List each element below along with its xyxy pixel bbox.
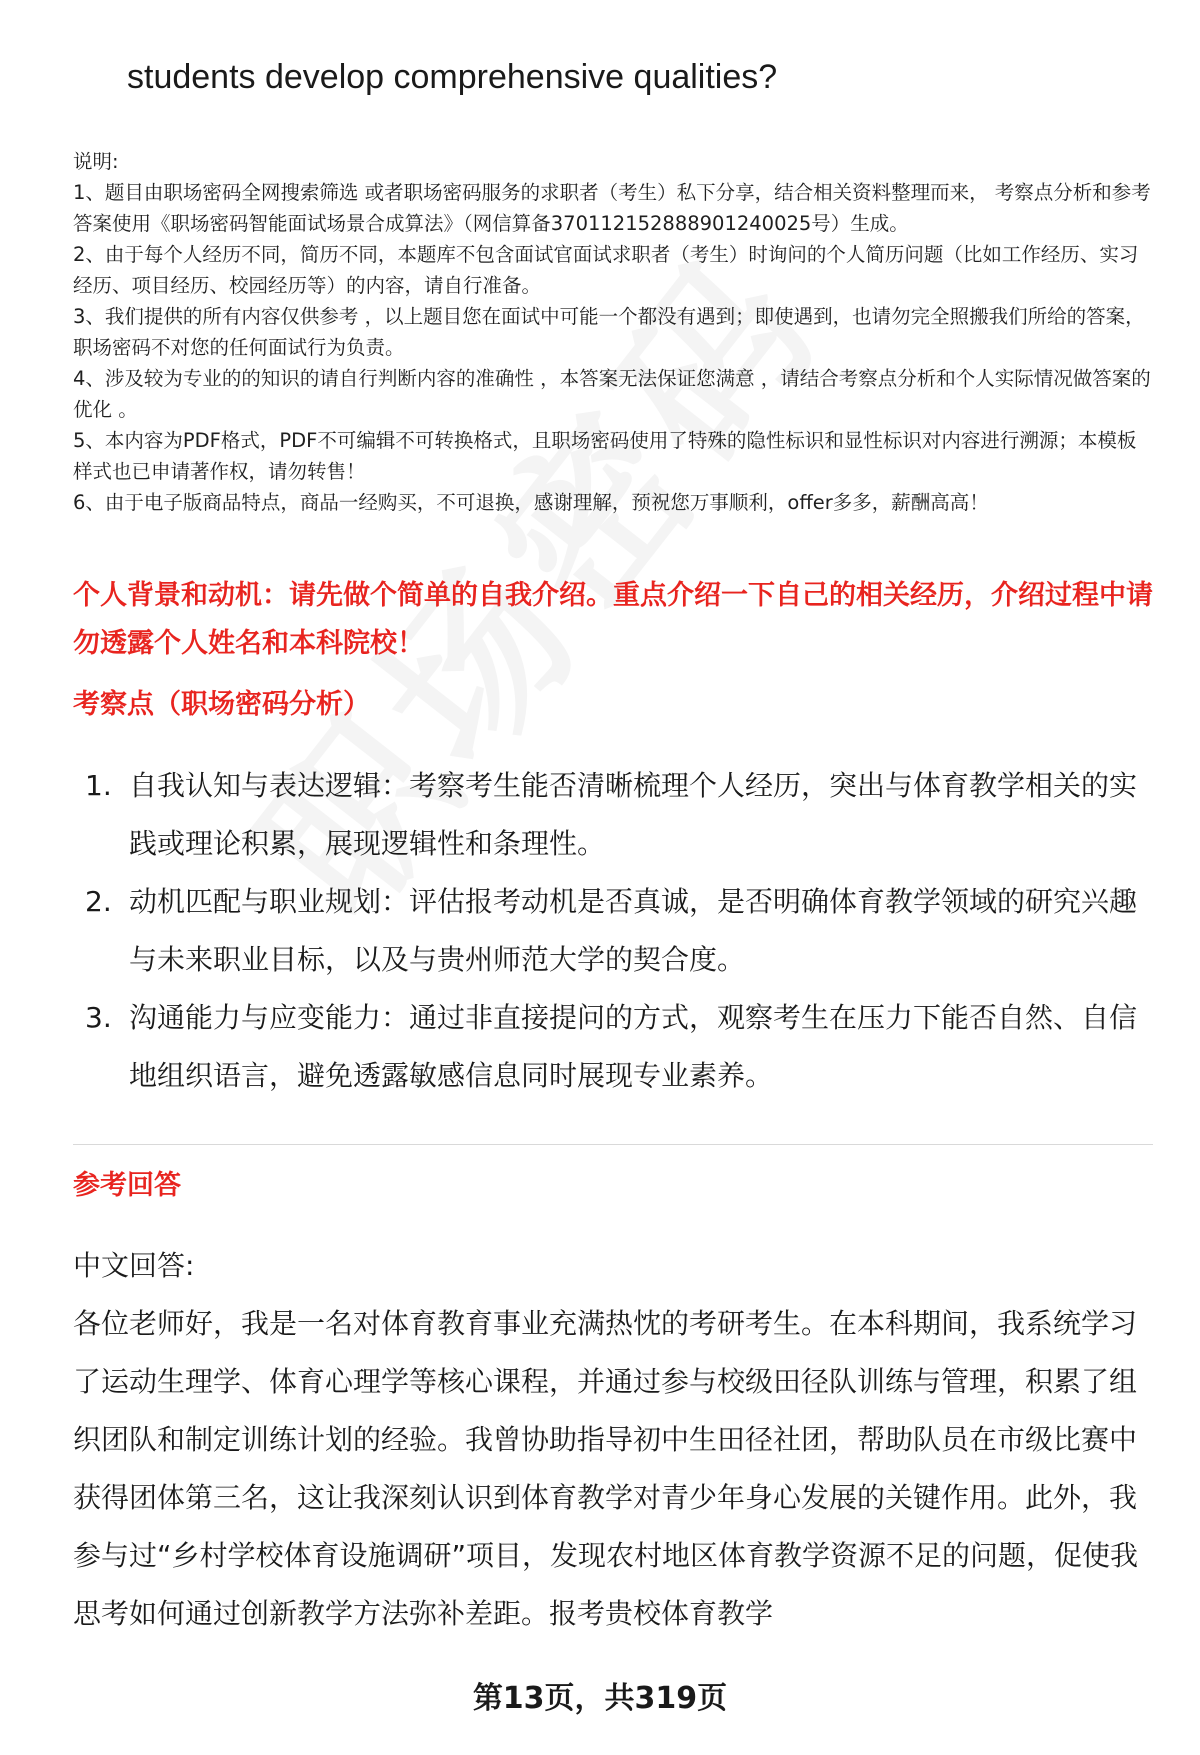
point-number: 1.: [85, 769, 112, 802]
note-item: 2、由于每个人经历不同，简历不同，本题库不包含面试官面试求职者（考生）时询问的个人简历问题（比如工作经历、实习经历、项目经历、校园经历等）的内容，请自行准备。: [73, 243, 1139, 297]
point-text: 动机匹配与职业规划：评估报考动机是否真诚，是否明确体育教学领域的研究兴趣与未来职业目标，以及与贵州师范大学的契合度。: [129, 885, 1138, 976]
analysis-point: [73, 989, 1163, 1105]
answer-title: 参考回答: [73, 1170, 181, 1201]
note-item: 4、涉及较为专业的的知识的请自行判断内容的准确性 ，本答案无法保证您满意 ，请结合考察点分析和个人实际情况做答案的优化 。: [73, 367, 1151, 421]
question-heading: 个人背景和动机：请先做个简单的自我介绍。重点介绍一下自己的相关经历，介绍过程中请勿透露个人姓名和本科院校！: [73, 580, 1153, 659]
analysis-title: 考察点（职场密码分析）: [73, 689, 370, 720]
point-number: 3.: [85, 1001, 112, 1034]
answer-subtitle: 中文回答:: [73, 1249, 195, 1282]
note-item: 3、我们提供的所有内容仅供参考 ，以上题目您在面试中可能一个都没有遇到；即使遇到，也请勿完全照搬我们所给的答案，职场密码不对您的任何面试行为负责。: [73, 305, 1145, 359]
analysis-point: [73, 757, 1163, 873]
answer-body: 各位老师好，我是一名对体育教育事业充满热忱的考研考生。在本科期间，我系统学习了运动生理学、体育心理学等核心课程，并通过参与校级田径队训练与管理，积累了组织团队和制定训练计划的经验。我曾协助指导初中生田径社团，帮助队员在市级比赛中获得团体第三名，这让我深刻认识到体育教学对青少年身心发展的关键作用。此外，我参与过“乡村学校体育设施调研”项目，发现农村地区体育教学资源不足的问题，促使我思考如何通过创新教学方法弥补差距。报考贵校体育教学: [73, 1307, 1139, 1630]
section-divider: [73, 1144, 1153, 1145]
notes-block: [73, 146, 1153, 518]
analysis-point: [73, 873, 1163, 989]
note-item: 6、由于电子版商品特点，商品一经购买，不可退换，感谢理解，预祝您万事顺利，offer多多，薪酬高高！: [73, 491, 989, 514]
point-number: 2.: [85, 885, 112, 918]
note-item: 1、题目由职场密码全网搜索筛选 或者职场密码服务的求职者（考生）私下分享，结合相关资料整理而来， 考察点分析和参考答案使用《职场密码智能面试场景合成算法》（网信算备370112152888901240025号）生成。: [73, 181, 1151, 235]
answer-block: [73, 1237, 1163, 1643]
point-text: 沟通能力与应变能力：通过非直接提问的方式，观察考生在压力下能否自然、自信地组织语言，避免透露敏感信息同时展现专业素养。: [129, 1001, 1138, 1092]
note-item: 5、本内容为PDF格式，PDF不可编辑不可转换格式，且职场密码使用了特殊的隐性标识和显性标识对内容进行溯源；本模板样式也已申请著作权，请勿转售！: [73, 429, 1137, 483]
analysis-points: [73, 757, 1163, 1105]
page-number: 第13页，共319页: [472, 1681, 728, 1716]
notes-title: 说明:: [73, 150, 119, 173]
point-text: 自我认知与表达逻辑：考察考生能否清晰梳理个人经历，突出与体育教学相关的实践或理论积累，展现逻辑性和条理性。: [129, 769, 1138, 860]
continued-question-text: students develop comprehensive qualities?: [127, 58, 778, 96]
